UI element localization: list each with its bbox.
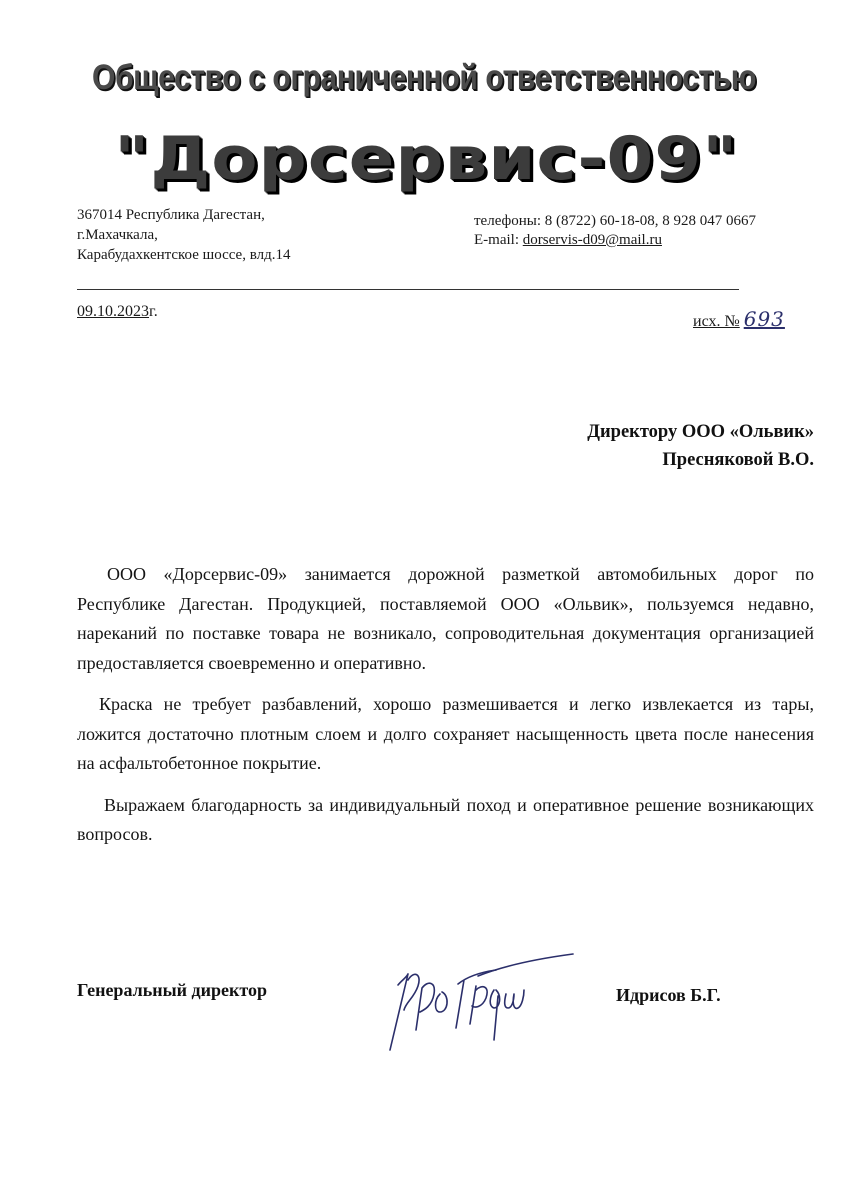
outgoing-number-value: 693 xyxy=(743,307,785,331)
email-link[interactable]: dorservis-d09@mail.ru xyxy=(522,232,662,248)
signatory-position: Генеральный директор xyxy=(77,980,267,1000)
body-paragraph: ООО «Дорсервис-09» занимается дорожной разметкой автомобильных дорог по Республике Дагестан. Продукцией, поставляемой ООО «Ольвик», пользуемся недавно, нареканий по поставке товара не возникало, сопроводительная документация организацией предоставляется своевременно и оперативно. xyxy=(77,564,814,673)
letter-body xyxy=(77,560,814,862)
date-value: 09.10.2023 xyxy=(77,303,149,320)
email-label: E-mail: xyxy=(474,232,523,248)
addressee-name: Пресняковой В.О. xyxy=(662,450,814,470)
date-suffix: г. xyxy=(149,303,158,320)
company-contacts xyxy=(474,212,756,250)
email-line xyxy=(474,231,756,250)
letterhead-company-name: "Дорсервис-09" xyxy=(114,124,739,194)
address-line: Карабудахкентское шоссе, влд.14 xyxy=(77,247,291,263)
company-address xyxy=(77,205,290,265)
body-paragraph: Выражаем благодарность за индивидуальный поход и оперативное решение возникающих вопросов. xyxy=(77,794,814,844)
address-line: г.Махачкала, xyxy=(77,227,158,243)
body-paragraph: Краска не требует разбавлений, хорошо размешивается и легко извлекается из тары, ложится достаточно плотным слоем и долго сохраняет насыщенность цвета после нанесения на асфальтобетонное покрытие. xyxy=(77,694,814,773)
phones-line: телефоны: 8 (8722) 60-18-08, 8 928 047 0667 xyxy=(474,213,757,229)
address-line: 367014 Республика Дагестан, xyxy=(77,207,265,223)
letterhead-divider xyxy=(77,289,739,290)
addressee-position: Директору ООО «Ольвик» xyxy=(587,422,814,442)
letter-date xyxy=(77,303,158,321)
outgoing-number xyxy=(693,307,785,331)
letterhead-company-type: Общество с ограниченной ответственностью xyxy=(91,58,757,97)
handwritten-signature xyxy=(378,950,578,1065)
signatory-name: Идрисов Б.Г. xyxy=(616,985,721,1005)
addressee-block xyxy=(587,418,814,474)
outgoing-label: исх. № xyxy=(693,313,740,330)
